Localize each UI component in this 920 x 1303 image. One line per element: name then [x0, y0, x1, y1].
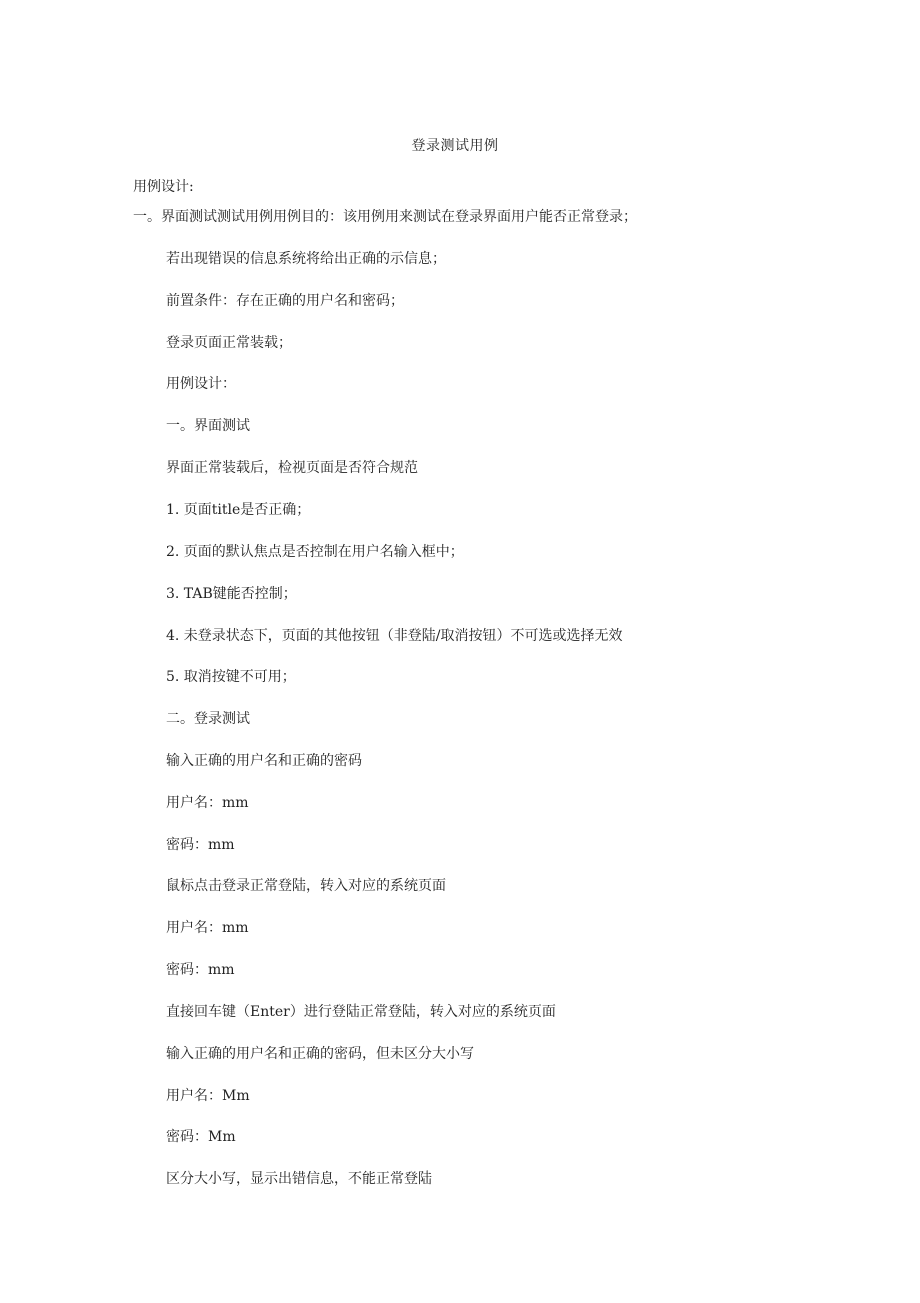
text-line-result: 直接回车键（Enter）进行登陆正常登陆，转入对应的系统页面 [166, 1004, 556, 1020]
text-line-password: 密码：Mm [166, 1129, 236, 1145]
text-line-result: 鼠标点击登录正常登陆，转入对应的系统页面 [166, 878, 446, 894]
text-line-subheading: 二。登录测试 [166, 711, 250, 727]
text-line-section-heading: 用例设计: [133, 179, 194, 195]
text-line-username: 用户名：Mm [166, 1088, 250, 1104]
text-line-password: 密码：mm [166, 962, 235, 978]
list-item: 5. 取消按键不可用； [166, 669, 296, 685]
text-line-subheading: 用例设计： [166, 376, 236, 392]
text-line: 输入正确的用户名和正确的密码，但未区分大小写 [166, 1046, 474, 1062]
text-line-password: 密码：mm [166, 837, 235, 853]
text-line: 若出现错误的信息系统将给出正确的示信息； [166, 251, 446, 267]
list-item: 2. 页面的默认焦点是否控制在用户名输入框中； [166, 544, 464, 560]
list-item: 4. 未登录状态下，页面的其他按钮（非登陆/取消按钮）不可选或选择无效 [166, 628, 623, 644]
text-line-precondition: 前置条件：存在正确的用户名和密码； [166, 293, 404, 309]
list-item: 3. TAB键能否控制； [166, 586, 297, 602]
text-line-username: 用户名：mm [166, 920, 249, 936]
list-item: 1. 页面title是否正确； [166, 502, 311, 518]
text-line: 输入正确的用户名和正确的密码 [166, 753, 362, 769]
text-line-subheading: 一。界面测试 [166, 418, 250, 434]
text-line-purpose: 一。界面测试测试用例用例目的：该用例用来测试在登录界面用户能否正常登录； [133, 209, 637, 225]
text-line-username: 用户名：mm [166, 795, 249, 811]
document-title: 登录测试用例 [411, 138, 499, 154]
text-line: 界面正常装载后，检视页面是否符合规范 [166, 460, 418, 476]
text-line-result: 区分大小写，显示出错信息，不能正常登陆 [166, 1171, 432, 1187]
text-line: 登录页面正常装载； [166, 335, 292, 351]
